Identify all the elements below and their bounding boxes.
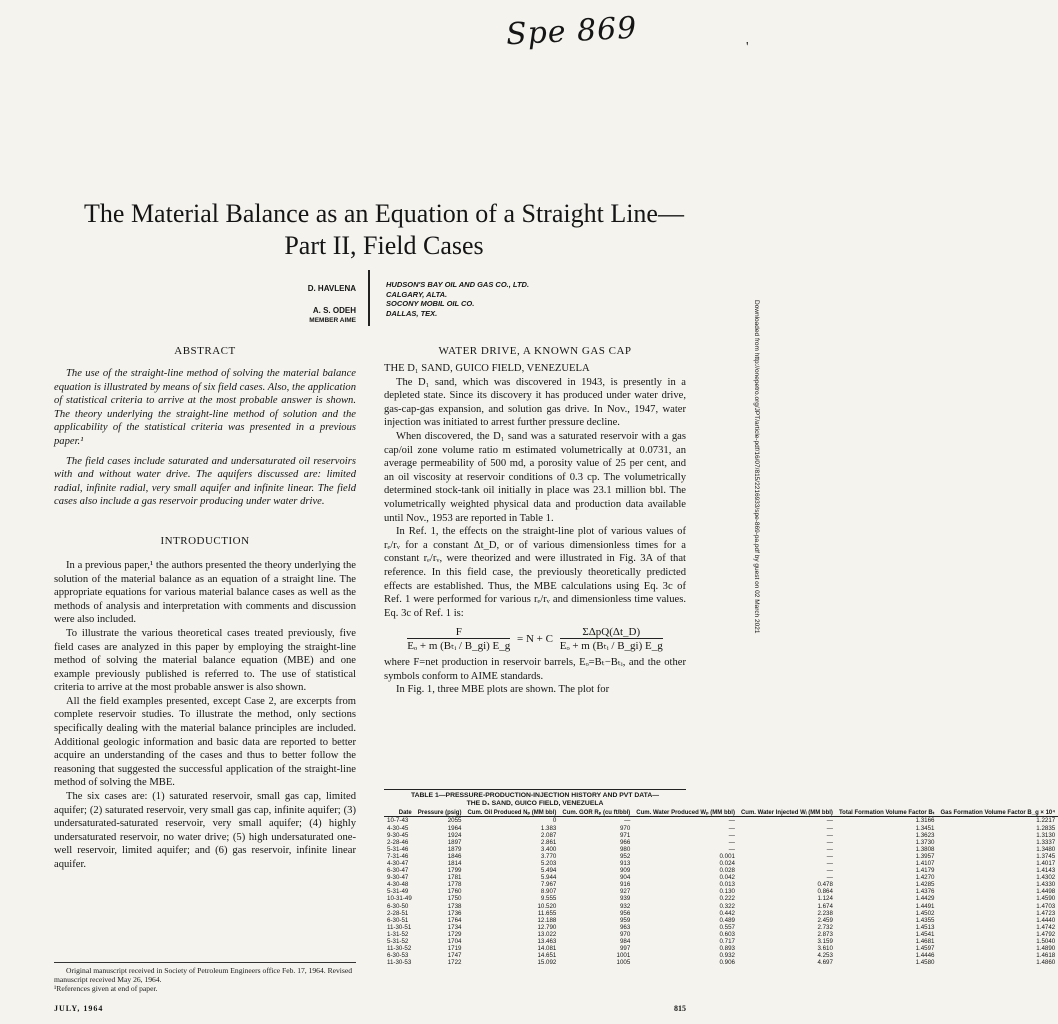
table-cell: 1.4681 <box>915 938 935 945</box>
table-cell: 10-7-43 <box>387 817 409 825</box>
table-cell: 6-30-53 <box>387 952 409 960</box>
table-cell: 1.3480 <box>1036 845 1056 853</box>
table-cell: 0.028 <box>719 867 735 875</box>
table-cell: 1722 <box>447 959 462 967</box>
body-paragraph: When discovered, the D₁ sand was a saturated reservoir with a gas cap/oil zone volume ratio m estimated volumetrically at 0.0731, an average permeability of 500 md, a porosity value of 25 per cent, and an oil viscosity at reservoir conditions of 0.3 cp. The volumetrically determined stock-tank oil initially in place was 23.1 million bbl. The volumetrically weighted physical data and production data available until Nov., 1953 are reported in Table 1. <box>384 430 686 524</box>
table-cell: 1.4792 <box>1036 930 1056 938</box>
table-cell: 12.790 <box>537 923 557 931</box>
table-cell: 963 <box>619 923 631 931</box>
table-cell: 4.253 <box>817 952 833 960</box>
data-table <box>384 810 1058 966</box>
table-cell: 1750 <box>447 895 462 903</box>
table-header: Cum. Oil Produced Nₚ (MM bbl) <box>467 810 557 816</box>
table-cell: 1.2835 <box>1036 824 1056 832</box>
table-cell: 2.873 <box>817 930 833 938</box>
footnote: ¹References given at end of paper. <box>54 984 158 993</box>
table-cell: 1764 <box>447 916 462 924</box>
table-row <box>384 881 1058 888</box>
table-cell: 1924 <box>447 831 462 839</box>
table-cell: — <box>826 831 833 839</box>
table-cell: 1781 <box>447 874 462 882</box>
table-row <box>384 931 1058 938</box>
table-cell: 1.3337 <box>1036 838 1056 846</box>
table-cell: 1.3957 <box>915 852 935 860</box>
table-cell: 0.932 <box>719 952 735 960</box>
table-cell: 0.024 <box>719 859 735 867</box>
table-cell: 1.4179 <box>915 867 935 875</box>
table-cell: 1.3730 <box>915 838 935 846</box>
table-cell: 1001 <box>616 952 631 960</box>
table-cell: 2-28-46 <box>387 838 409 846</box>
table-row <box>384 867 1058 874</box>
table-cell: — <box>624 817 631 825</box>
paper-title-line2: Part II, Field Cases <box>284 231 484 260</box>
table-cell: 0.442 <box>719 909 735 917</box>
table-cell: 1.3623 <box>915 831 935 839</box>
table-cell: — <box>826 852 833 860</box>
table-cell: 1.4429 <box>915 895 935 903</box>
table-cell: 13.022 <box>537 930 557 938</box>
table-cell: 2.732 <box>817 923 833 931</box>
affiliation-city: DALLAS, TEX. <box>386 308 438 318</box>
intro-paragraph: All the field examples presented, except Case 2, are excerpts from complete reservoir studies. To illustrate the method, only sections specifically dealing with the material balance principles are included. Additional geologic information and basic data are reported to better acquire an understanding of the cases and thus to better follow the reasoning that suggested the successful application of the straight-line method of solving the MBE. <box>54 695 356 789</box>
table-cell: 916 <box>619 881 631 889</box>
table-cell: 0 <box>552 817 557 825</box>
table-cell: — <box>728 831 735 839</box>
table-cell: — <box>826 874 833 882</box>
abstract-paragraph: The field cases include saturated and undersaturated oil reservoirs with and without water drive. The aquifers discussed are: limited radial, infinite radial, very small aquifer and infinite linear. The field cases also include a gas reservoir producing under water drive. <box>54 455 356 508</box>
author-role: MEMBER AIME <box>309 317 356 324</box>
table-cell: 984 <box>619 938 631 945</box>
table-cell: — <box>728 817 735 825</box>
table-cell: 1.674 <box>817 902 833 910</box>
table-row <box>384 853 1058 860</box>
table-cell: 6-30-50 <box>387 902 409 910</box>
table-cell: 939 <box>619 895 631 903</box>
body-paragraph: The D₁ sand, which was discovered in 1943, is presently in a depleted state. Since its discovery it has produced under water drive, gas-cap-gas expansion, and solution gas drive. In Nov., 1947, water injection was initiated to arrest further pressure decline. <box>384 376 686 429</box>
table-cell: 1.4703 <box>1036 902 1056 910</box>
table-cell: 7-31-46 <box>387 852 409 860</box>
table-cell: 1.4618 <box>1036 952 1056 960</box>
download-watermark: Downloaded from http://onepetro.org/JPT/article-pdf/16/07/815/2216933/spe-869-pa.pdf by guest on 02 March 2021 <box>753 300 760 634</box>
table-cell: 2.238 <box>817 909 833 917</box>
affiliation: HUDSON'S BAY OIL AND GAS CO., LTD. <box>386 280 530 289</box>
table-cell: 1879 <box>447 845 462 853</box>
table-cell: 0.489 <box>719 916 735 924</box>
right-column <box>384 345 686 697</box>
table-cell: 1.4376 <box>915 888 935 896</box>
table-cell: 1747 <box>447 952 462 960</box>
footnotes <box>54 962 356 993</box>
table-cell: 11-30-51 <box>387 923 412 931</box>
table-cell: 927 <box>619 888 631 896</box>
table-cell: 11.655 <box>537 909 557 917</box>
table-header: Gas Formation Volume Factor B_g × 10⁴ <box>940 810 1056 816</box>
table-cell: 0.906 <box>719 959 735 967</box>
table-cell: 1.4355 <box>915 916 935 924</box>
table-cell: 5-31-52 <box>387 938 409 945</box>
table-header: Cum. Water Injected Wᵢ (MM bbl) <box>740 810 833 816</box>
equation-denominator: Eₒ + m (Bₜᵢ / B_gi) E_g <box>407 640 511 653</box>
table-cell: 1.4446 <box>915 952 935 960</box>
table-cell: 1704 <box>447 938 462 945</box>
author-name: D. HAVLENA <box>307 284 356 293</box>
table-cell: 959 <box>619 916 631 924</box>
footnote: Original manuscript received in Society of Petroleum Engineers office Feb. 17, 1964. Revised manuscript received May 26, 1964. <box>54 966 353 984</box>
table-row <box>384 839 1058 846</box>
table-cell: 904 <box>619 874 631 882</box>
table-cell: 1.4860 <box>1036 959 1056 967</box>
table-cell: 1.4541 <box>915 930 935 938</box>
table-cell: 10.520 <box>537 902 557 910</box>
body-paragraph: where F=net production in reservoir barrels, Eₒ=Bₜ−Bₜᵢ, and the other symbols conform to AIME standards. <box>384 657 686 682</box>
table-cell: 1.4491 <box>915 902 935 910</box>
corner-mark: ' <box>746 40 749 55</box>
table-cell: 1.4890 <box>1036 945 1056 953</box>
table-cell: 10-31-49 <box>387 895 412 903</box>
table-cell: 970 <box>619 930 631 938</box>
section-heading: WATER DRIVE, A KNOWN GAS CAP <box>438 345 632 357</box>
table-cell: 966 <box>619 838 631 846</box>
table-cell: 1.3166 <box>915 817 935 825</box>
equation-denominator: Eₒ + m (Bₜᵢ / B_gi) E_g <box>559 640 663 653</box>
equation-numerator: ΣΔpQ(Δt_D) <box>560 626 663 639</box>
affiliation: SOCONY MOBIL OIL CO. <box>386 299 475 308</box>
table-cell: 1729 <box>447 930 462 938</box>
table-cell: 1.4597 <box>915 945 935 953</box>
table-cell: 6-30-47 <box>387 867 409 875</box>
table-header: Date <box>398 810 412 816</box>
table-cell: 5-31-49 <box>387 888 409 896</box>
table-cell: 1.4270 <box>915 874 935 882</box>
table-cell: — <box>826 824 833 832</box>
table-cell: 1.4143 <box>1036 867 1056 875</box>
table-cell: 11-30-52 <box>387 945 412 953</box>
table-cell: 1-31-52 <box>387 930 409 938</box>
table-cell: 9.555 <box>540 895 557 903</box>
table-cell: 1734 <box>447 923 462 931</box>
abstract-paragraph: The use of the straight-line method of solving the material balance equation is illustrated by means of six field cases. Also, the application of statistical criteria to arrive at the most probable answer is shown. The theory underlying the straight-line method of solution and the applicability of the statistical criteria was presented in a previous paper.¹ <box>54 368 356 447</box>
table-row <box>384 846 1058 853</box>
paper-title-line1: The Material Balance as an Equation of a Straight Line— <box>84 199 684 228</box>
section-subheading: THE D₁ SAND, GUICO FIELD, VENEZUELA <box>384 363 590 374</box>
table-cell: — <box>728 838 735 846</box>
table-cell: 5.944 <box>540 874 557 882</box>
table-cell: 5-31-46 <box>387 845 409 853</box>
table-row <box>384 860 1058 867</box>
table-cell: 0.478 <box>817 881 833 889</box>
table-cell: 0.130 <box>719 888 735 896</box>
table-cell: — <box>826 867 833 875</box>
affiliation-block <box>386 280 616 318</box>
introduction-heading: INTRODUCTION <box>160 534 250 547</box>
table-cell: 3.770 <box>540 852 557 860</box>
table-cell: 932 <box>619 902 631 910</box>
table-header: Cum. GOR Rₚ (cu ft/bbl) <box>562 810 631 816</box>
body-paragraph: In Fig. 1, three MBE plots are shown. The plot for <box>396 684 610 696</box>
table-caption: THE D₁ SAND, GUICO FIELD, VENEZUELA <box>466 800 604 807</box>
table-cell: 1.4440 <box>1036 916 1056 924</box>
table-cell: 1814 <box>447 859 462 867</box>
footer-date: JULY, 1964 <box>54 1004 104 1013</box>
table-row <box>384 924 1058 931</box>
body-paragraph: In Ref. 1, the effects on the straight-line plot of various values of rₑ/rᵥ for a constant Δt_D, or of various dimensionless times for a constant rₑ/rᵥ, were theorized and were illustrated in Fig. 3A of that reference. In this field case, the previously theoretically predicted effects are established. Thus, the MBE calculations using Eq. 3c of Ref. 1 were performed for various rₑ/rᵥ and dimensionless time values. Eq. 3c of Ref. 1 is: <box>384 526 686 619</box>
table-row <box>384 910 1058 917</box>
table-cell: 9-30-47 <box>387 874 409 882</box>
table-row <box>384 952 1058 959</box>
table-row <box>384 959 1058 966</box>
table-cell: 14.651 <box>537 952 557 960</box>
table-cell: 1.3808 <box>915 845 935 853</box>
table-cell: 1.3745 <box>1036 852 1056 860</box>
table-cell: 0.042 <box>719 874 735 882</box>
table-cell: 5.494 <box>540 867 557 875</box>
page-number: 815 <box>674 1004 686 1013</box>
table-cell: 4.697 <box>817 959 833 967</box>
table-cell: 0.603 <box>719 930 735 938</box>
table-cell: 0.557 <box>719 923 735 931</box>
table-cell: 909 <box>619 867 631 875</box>
table-cell: 1778 <box>447 881 462 889</box>
table-row <box>384 903 1058 910</box>
table-cell: — <box>826 845 833 853</box>
table-cell: 2.861 <box>540 838 557 846</box>
table-row <box>384 938 1058 945</box>
handwritten-annotation: Spe 869 <box>505 10 639 53</box>
table-cell: 1738 <box>447 902 462 910</box>
author-name: A. S. ODEH <box>312 306 356 315</box>
table-cell: 0.893 <box>719 945 735 953</box>
table-cell: 1.4302 <box>1036 874 1056 882</box>
table-cell: 1719 <box>447 945 462 953</box>
table-cell: 4-30-45 <box>387 824 409 832</box>
table-cell: 1897 <box>447 838 462 846</box>
table-cell: 913 <box>619 859 631 867</box>
table-cell: 1.4742 <box>1036 923 1056 931</box>
table-row <box>384 825 1058 832</box>
table-cell: 3.400 <box>540 845 557 853</box>
table-cell: 1.4017 <box>1036 859 1056 867</box>
table-cell: 1799 <box>447 867 462 875</box>
table-cell: 0.222 <box>719 895 735 903</box>
table-cell: 1.3451 <box>915 824 935 832</box>
table-cell: — <box>826 859 833 867</box>
table-cell: 0.013 <box>719 881 735 889</box>
table-cell: 0.864 <box>817 888 833 896</box>
table-1 <box>384 789 1056 967</box>
table-cell: 2-28-51 <box>387 909 409 917</box>
table-body <box>384 817 1058 966</box>
table-cell: 970 <box>619 824 631 832</box>
table-cell: 1760 <box>447 888 462 896</box>
table-cell: 11-30-53 <box>387 959 412 967</box>
table-cell: 2.459 <box>817 916 833 924</box>
table-caption: TABLE 1—PRESSURE-PRODUCTION-INJECTION HISTORY AND PVT DATA— <box>410 792 660 799</box>
table-cell: 4-30-47 <box>387 859 409 867</box>
table-cell: 1.124 <box>817 895 833 903</box>
table-cell: 8.907 <box>540 888 557 896</box>
table-cell: 4-30-48 <box>387 881 409 889</box>
intro-paragraph: In a previous paper,¹ the authors presented the theory underlying the solution of the material balance as an equation of a straight line. The appropriate equations for various material balance cases as well as the methods of analysis and interpretation with comments and discussion were also included. <box>54 559 356 626</box>
table-cell: 1.383 <box>540 824 557 832</box>
table-cell: 5.203 <box>540 859 557 867</box>
table-cell: 1.4502 <box>915 909 935 917</box>
table-cell: 0.717 <box>719 938 735 945</box>
table-cell: 1.4330 <box>1036 881 1056 889</box>
equation-numerator: F <box>407 626 510 639</box>
equation-middle: = N + C <box>517 632 553 645</box>
table-row <box>384 895 1058 902</box>
table-header: Cum. Water Produced Wₚ (MM bbl) <box>636 810 735 816</box>
table-row <box>384 945 1058 952</box>
table-cell: 1.4513 <box>915 923 935 931</box>
table-cell: 1005 <box>616 959 631 967</box>
table-cell: 971 <box>619 831 631 839</box>
table-row <box>384 832 1058 839</box>
table-cell: 3.610 <box>817 945 833 953</box>
table-row <box>384 917 1058 924</box>
table-cell: — <box>826 817 833 825</box>
left-column <box>54 345 356 872</box>
equation-3c <box>384 626 686 652</box>
table-row <box>384 888 1058 895</box>
table-cell: 1.4285 <box>915 881 935 889</box>
table-cell: 1736 <box>447 909 462 917</box>
abstract-heading: ABSTRACT <box>174 345 236 357</box>
table-header: Pressure (psig) <box>417 810 462 816</box>
table-cell: 14.081 <box>537 945 557 953</box>
table-cell: 9-30-45 <box>387 831 409 839</box>
table-cell: 952 <box>619 852 631 860</box>
table-cell: 980 <box>619 845 631 853</box>
table-header: Total Formation Volume Factor Bₜ <box>838 810 935 816</box>
table-cell: 3.159 <box>817 938 833 945</box>
table-cell: 6-30-51 <box>387 916 409 924</box>
table-cell: 1.4580 <box>915 959 935 967</box>
table-cell: 12.188 <box>537 916 557 924</box>
table-cell: 1.4107 <box>915 859 935 867</box>
author-block <box>250 284 356 326</box>
table-cell: 1.4723 <box>1036 909 1056 917</box>
intro-paragraph: The six cases are: (1) saturated reservoir, small gas cap, limited aquifer; (2) saturated reservoir, very small gas cap, infinite aquifer; (3) undersaturated-saturated reservoir, very small aquifer; (4) highly undersaturated reservoir, no water drive; (5) high undersaturated one-well reservoir, limited aquifer; and (6) gas reservoir, infinite linear aquifer. <box>54 791 356 870</box>
table-cell: 1.5040 <box>1036 938 1056 945</box>
author-divider <box>368 270 370 326</box>
table-row <box>384 817 1058 825</box>
table-cell: 1.3130 <box>1036 831 1056 839</box>
table-cell: 997 <box>619 945 631 953</box>
table-cell: 0.322 <box>719 902 735 910</box>
table-cell: 1.4498 <box>1036 888 1056 896</box>
table-cell: 15.092 <box>537 959 557 967</box>
table-cell: — <box>728 824 735 832</box>
table-cell: 956 <box>619 909 631 917</box>
table-cell: 0.001 <box>719 852 735 860</box>
table-cell: 7.967 <box>540 881 557 889</box>
intro-paragraph: To illustrate the various theoretical cases treated previously, five field cases are analyzed in this paper by employing the straight-line method of solving the material balance equation (MBE) and one example previously published is referred to. The use of statistical criteria to arrive at the most probable answer is also shown. <box>54 627 356 694</box>
affiliation-city: CALGARY, ALTA. <box>386 289 448 299</box>
table-cell: 13.463 <box>537 938 557 945</box>
table-cell: 2.087 <box>540 831 557 839</box>
table-cell: 1846 <box>447 852 462 860</box>
table-cell: 1.2217 <box>1036 817 1056 825</box>
table-cell: 1964 <box>447 824 462 832</box>
table-cell: 1.4590 <box>1036 895 1056 903</box>
table-cell: 2055 <box>447 817 462 825</box>
table-row <box>384 874 1058 881</box>
table-cell: — <box>826 838 833 846</box>
table-cell: — <box>728 845 735 853</box>
